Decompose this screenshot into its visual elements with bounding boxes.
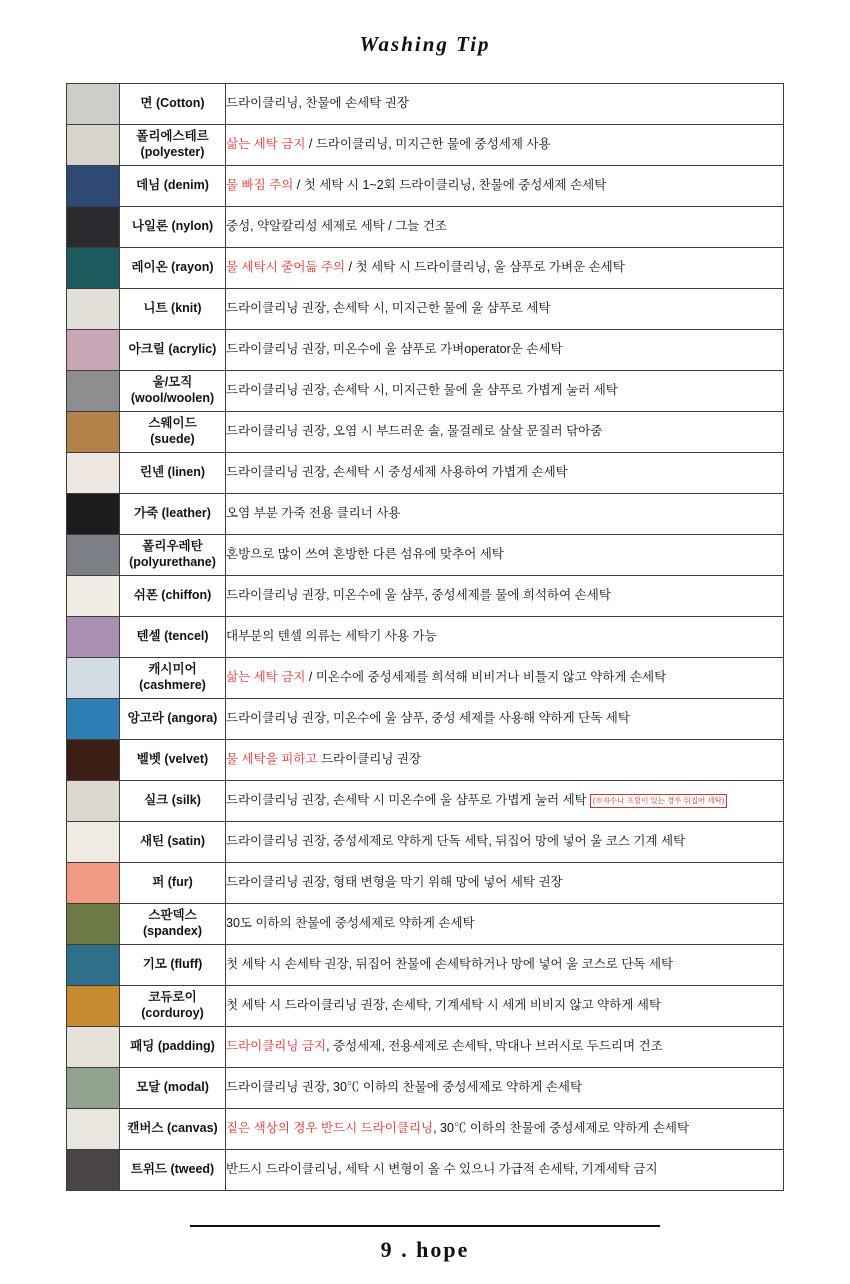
fabric-name: 면 (Cotton) <box>120 84 226 125</box>
fabric-swatch <box>67 412 119 452</box>
fabric-name: 가죽 (leather) <box>120 494 226 535</box>
washing-instruction: 드라이클리닝, 찬물에 손세탁 권장 <box>226 84 784 125</box>
fabric-swatch-cell <box>67 453 120 494</box>
fabric-swatch <box>67 904 119 944</box>
washing-instruction: 혼방으로 많이 쓰여 혼방한 다른 섬유에 맞추어 세탁 <box>226 535 784 576</box>
fabric-swatch <box>67 84 119 124</box>
fabric-swatch <box>67 1150 119 1190</box>
washing-instruction: 드라이클리닝 권장, 미온수에 울 샴푸, 중성세제를 물에 희석하여 손세탁 <box>226 576 784 617</box>
fabric-swatch-cell <box>67 699 120 740</box>
footer-divider <box>190 1225 660 1227</box>
table-row <box>67 1027 784 1068</box>
washing-instruction: 대부분의 텐셀 의류는 세탁기 사용 가능 <box>226 617 784 658</box>
washing-instruction: 30도 이하의 찬물에 중성세제로 약하게 손세탁 <box>226 904 784 945</box>
fabric-swatch <box>67 740 119 780</box>
fabric-name: 스판덱스 (spandex) <box>120 904 226 945</box>
washing-tip-page <box>0 32 850 1284</box>
fabric-swatch-cell <box>67 494 120 535</box>
washing-instruction: 물 빠짐 주의 / 첫 세탁 시 1~2회 드라이클리닝, 찬물에 중성세제 손세탁 <box>226 166 784 207</box>
fabric-swatch <box>67 658 119 698</box>
washing-instruction: 드라이클리닝 권장, 미온수에 울 샴푸로 가벼operator운 손세탁 <box>226 330 784 371</box>
table-row <box>67 289 784 330</box>
table-row <box>67 494 784 535</box>
table-row <box>67 1068 784 1109</box>
washing-instruction: 중성, 약알칼리성 세제로 세탁 / 그늘 건조 <box>226 207 784 248</box>
fabric-swatch <box>67 1109 119 1149</box>
fabric-name: 울/모직 (wool/woolen) <box>120 371 226 412</box>
fabric-swatch <box>67 125 119 165</box>
footnote-badge: (※자수나 프릴이 있는 경우 뒤집어 세탁) <box>590 794 728 809</box>
fabric-swatch <box>67 576 119 616</box>
fabric-swatch <box>67 207 119 247</box>
fabric-name: 린넨 (linen) <box>120 453 226 494</box>
washing-instruction: 드라이클리닝 권장, 손세탁 시 중성세제 사용하여 가볍게 손세탁 <box>226 453 784 494</box>
warning-text: 삶는 세탁 금지 <box>226 670 306 685</box>
fabric-name: 트위드 (tweed) <box>120 1150 226 1191</box>
table-row <box>67 248 784 289</box>
fabric-name: 니트 (knit) <box>120 289 226 330</box>
fabric-swatch <box>67 1027 119 1067</box>
fabric-name: 폴리에스테르 (polyester) <box>120 125 226 166</box>
washing-instruction: 드라이클리닝 권장, 형태 변형을 막기 위해 망에 넣어 세탁 권장 <box>226 863 784 904</box>
fabric-name: 폴리우레탄 (polyurethane) <box>120 535 226 576</box>
fabric-name: 벨벳 (velvet) <box>120 740 226 781</box>
fabric-swatch <box>67 781 119 821</box>
table-row <box>67 617 784 658</box>
warning-text: 물 세탁시 줄어듦 주의 <box>226 260 346 275</box>
fabric-swatch <box>67 863 119 903</box>
table-row <box>67 781 784 822</box>
table-row <box>67 1109 784 1150</box>
fabric-name: 퍼 (fur) <box>120 863 226 904</box>
fabric-name: 아크릴 (acrylic) <box>120 330 226 371</box>
fabric-name: 모달 (modal) <box>120 1068 226 1109</box>
fabric-swatch <box>67 986 119 1026</box>
washing-instruction: 드라이클리닝 권장, 손세탁 시 미온수에 울 샴푸로 가볍게 눌러 세탁 (※자수나 프릴이 있는 경우 뒤집어 세탁) <box>226 781 784 822</box>
table-row <box>67 863 784 904</box>
washing-instruction: 삶는 세탁 금지 / 드라이클리닝, 미지근한 물에 중성세제 사용 <box>226 125 784 166</box>
fabric-swatch-cell <box>67 781 120 822</box>
fabric-swatch <box>67 494 119 534</box>
warning-text: 삶는 세탁 금지 <box>226 137 306 152</box>
fabric-swatch-cell <box>67 617 120 658</box>
table-row <box>67 371 784 412</box>
fabric-swatch-cell <box>67 289 120 330</box>
fabric-swatch-cell <box>67 1068 120 1109</box>
fabric-swatch <box>67 248 119 288</box>
washing-instruction: 삶는 세탁 금지 / 미온수에 중성세제를 희석해 비비거나 비틀지 않고 약하게 손세탁 <box>226 658 784 699</box>
fabric-swatch-cell <box>67 248 120 289</box>
washing-instruction: 드라이클리닝 권장, 손세탁 시, 미지근한 물에 울 샴푸로 가볍게 눌러 세탁 <box>226 371 784 412</box>
fabric-swatch-cell <box>67 207 120 248</box>
fabric-swatch-cell <box>67 84 120 125</box>
fabric-swatch <box>67 535 119 575</box>
table-row <box>67 986 784 1027</box>
fabric-swatch-cell <box>67 535 120 576</box>
footer-brand: 9 . hope <box>380 1237 470 1262</box>
fabric-swatch <box>67 371 119 411</box>
washing-tip-table <box>66 83 784 1191</box>
washing-instruction: 반드시 드라이클리닝, 세탁 시 변형이 올 수 있으니 가급적 손세탁, 기계세탁 금지 <box>226 1150 784 1191</box>
fabric-name: 나일론 (nylon) <box>120 207 226 248</box>
fabric-swatch <box>67 617 119 657</box>
table-row <box>67 904 784 945</box>
fabric-swatch-cell <box>67 576 120 617</box>
table-row <box>67 166 784 207</box>
fabric-swatch-cell <box>67 412 120 453</box>
washing-instruction: 드라이클리닝 금지, 중성세제, 전용세제로 손세탁, 막대나 브러시로 두드리며 건조 <box>226 1027 784 1068</box>
fabric-name: 레이온 (rayon) <box>120 248 226 289</box>
fabric-swatch <box>67 289 119 329</box>
washing-instruction: 드라이클리닝 권장, 손세탁 시, 미지근한 물에 울 샴푸로 세탁 <box>226 289 784 330</box>
table-row <box>67 699 784 740</box>
fabric-swatch <box>67 822 119 862</box>
fabric-swatch-cell <box>67 1027 120 1068</box>
table-row <box>67 84 784 125</box>
fabric-name: 캐시미어 (cashmere) <box>120 658 226 699</box>
table-row <box>67 945 784 986</box>
washing-instruction: 물 세탁시 줄어듦 주의 / 첫 세탁 시 드라이클리닝, 울 샴푸로 가벼운 손세탁 <box>226 248 784 289</box>
fabric-swatch <box>67 945 119 985</box>
table-row <box>67 453 784 494</box>
table-row <box>67 535 784 576</box>
table-row <box>67 658 784 699</box>
fabric-swatch-cell <box>67 125 120 166</box>
washing-instruction: 드라이클리닝 권장, 30℃ 이하의 찬물에 중성세제로 약하게 손세탁 <box>226 1068 784 1109</box>
table-row <box>67 330 784 371</box>
washing-instruction: 오염 부분 가죽 전용 클리너 사용 <box>226 494 784 535</box>
table-row <box>67 125 784 166</box>
table-row <box>67 1150 784 1191</box>
fabric-name: 스웨이드 (suede) <box>120 412 226 453</box>
warning-text: 짙은 색상의 경우 반드시 드라이클리닝 <box>226 1121 434 1136</box>
fabric-swatch-cell <box>67 863 120 904</box>
table-row <box>67 412 784 453</box>
fabric-name: 실크 (silk) <box>120 781 226 822</box>
warning-text: 드라이클리닝 금지 <box>226 1039 327 1054</box>
fabric-name: 쉬폰 (chiffon) <box>120 576 226 617</box>
fabric-swatch <box>67 166 119 206</box>
fabric-swatch <box>67 699 119 739</box>
page-title: Washing Tip <box>359 32 491 56</box>
fabric-swatch-cell <box>67 740 120 781</box>
table-row <box>67 740 784 781</box>
fabric-name: 코듀로이 (corduroy) <box>120 986 226 1027</box>
warning-text: 물 빠짐 주의 <box>226 178 294 193</box>
washing-instruction: 첫 세탁 시 드라이클리닝 권장, 손세탁, 기계세탁 시 세게 비비지 않고 약하게 세탁 <box>226 986 784 1027</box>
fabric-name: 패딩 (padding) <box>120 1027 226 1068</box>
fabric-name: 앙고라 (angora) <box>120 699 226 740</box>
footer <box>0 1225 850 1263</box>
table-row <box>67 822 784 863</box>
fabric-name: 기모 (fluff) <box>120 945 226 986</box>
fabric-swatch-cell <box>67 1109 120 1150</box>
washing-instruction: 첫 세탁 시 손세탁 권장, 뒤집어 찬물에 손세탁하거나 망에 넣어 울 코스로 단독 세탁 <box>226 945 784 986</box>
fabric-name: 데님 (denim) <box>120 166 226 207</box>
fabric-swatch-cell <box>67 986 120 1027</box>
fabric-swatch-cell <box>67 371 120 412</box>
fabric-swatch-cell <box>67 330 120 371</box>
fabric-swatch <box>67 1068 119 1108</box>
fabric-swatch <box>67 330 119 370</box>
fabric-swatch <box>67 453 119 493</box>
fabric-swatch-cell <box>67 945 120 986</box>
washing-instruction: 물 세탁을 피하고 드라이클리닝 권장 <box>226 740 784 781</box>
washing-instruction: 드라이클리닝 권장, 미온수에 울 샴푸, 중성 세제를 사용해 약하게 단독 세탁 <box>226 699 784 740</box>
fabric-swatch-cell <box>67 822 120 863</box>
table-row <box>67 207 784 248</box>
fabric-name: 텐셀 (tencel) <box>120 617 226 658</box>
washing-instruction: 드라이클리닝 권장, 오염 시 부드러운 솔, 물걸레로 살살 문질러 닦아줌 <box>226 412 784 453</box>
fabric-swatch-cell <box>67 166 120 207</box>
warning-text: 물 세탁을 피하고 <box>226 752 318 767</box>
fabric-name: 캔버스 (canvas) <box>120 1109 226 1150</box>
table-row <box>67 576 784 617</box>
fabric-swatch-cell <box>67 904 120 945</box>
washing-instruction: 짙은 색상의 경우 반드시 드라이클리닝, 30℃ 이하의 찬물에 중성세제로 약하게 손세탁 <box>226 1109 784 1150</box>
fabric-swatch-cell <box>67 658 120 699</box>
table-body <box>67 84 784 1191</box>
fabric-swatch-cell <box>67 1150 120 1191</box>
fabric-name: 새틴 (satin) <box>120 822 226 863</box>
washing-instruction: 드라이클리닝 권장, 중성세제로 약하게 단독 세탁, 뒤집어 망에 넣어 울 코스 기계 세탁 <box>226 822 784 863</box>
